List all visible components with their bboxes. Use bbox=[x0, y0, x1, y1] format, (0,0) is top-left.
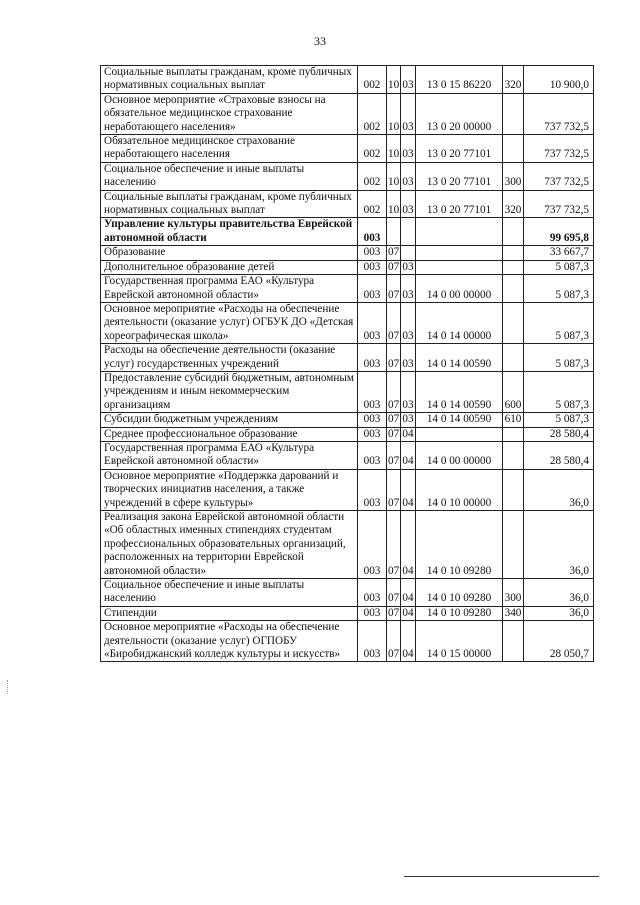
section-code: 07 bbox=[387, 579, 401, 607]
amount: 28 580,4 bbox=[524, 427, 594, 441]
expense-type bbox=[503, 441, 524, 469]
table-row bbox=[101, 135, 594, 163]
expense-type: 300 bbox=[503, 162, 524, 190]
subsection-code: 04 bbox=[402, 606, 414, 619]
ministry-code: 002 bbox=[358, 66, 387, 94]
table-row bbox=[101, 621, 594, 662]
amount: 36,0 bbox=[524, 469, 594, 510]
table-row bbox=[101, 511, 594, 579]
row-name: Расходы на обеспечение деятельности (оказание услуг) государственных учреждений bbox=[101, 344, 358, 372]
subsection-code: 04 bbox=[401, 579, 416, 607]
row-name: Социальное обеспечение и иные выплаты населению bbox=[101, 162, 358, 190]
amount: 28 050,7 bbox=[524, 621, 594, 662]
row-name: Дополнительное образование детей bbox=[101, 260, 358, 274]
ministry-code: 003 bbox=[358, 260, 387, 274]
section-code: 10 bbox=[387, 93, 401, 134]
expense-type bbox=[503, 302, 524, 343]
section-code: 07 bbox=[388, 427, 400, 440]
ministry-code: 003 bbox=[358, 413, 387, 427]
ministry-code: 003 bbox=[358, 606, 387, 620]
row-name: Основное мероприятие «Страховые взносы на обязательное медицинское страхование неработающего населения» bbox=[101, 93, 358, 134]
amount: 737 732,5 bbox=[524, 162, 594, 190]
row-name: Государственная программа ЕАО «Культура Еврейской автономной области» bbox=[101, 441, 358, 469]
table-row bbox=[101, 344, 594, 372]
expense-type bbox=[503, 275, 524, 303]
subsection-code: 03 bbox=[401, 93, 416, 134]
ministry-code: 003 bbox=[358, 469, 387, 510]
target-article bbox=[416, 218, 503, 246]
amount: 5 087,3 bbox=[524, 260, 594, 274]
subsection-code: 04 bbox=[401, 469, 416, 510]
ministry-code: 002 bbox=[358, 135, 387, 163]
table-row bbox=[101, 218, 594, 246]
row-name: Стипендии bbox=[101, 606, 358, 620]
subsection-code: 03 bbox=[401, 190, 416, 218]
expense-type bbox=[503, 344, 524, 372]
ministry-code: 003 bbox=[358, 511, 387, 579]
table-row bbox=[101, 246, 594, 260]
table-body bbox=[101, 66, 594, 662]
target-article: 14 0 14 00590 bbox=[416, 344, 503, 372]
subsection-code bbox=[401, 218, 416, 246]
expense-type: 340 bbox=[503, 606, 524, 620]
section-code: 10 bbox=[387, 190, 401, 218]
target-article: 14 0 10 09280 bbox=[416, 511, 503, 579]
amount: 36,0 bbox=[524, 606, 594, 620]
amount: 10 900,0 bbox=[524, 66, 594, 94]
table-row bbox=[101, 579, 594, 607]
subsection-code: 04 bbox=[401, 621, 416, 662]
section-code: 07 bbox=[387, 469, 401, 510]
subsection-code: 03 bbox=[402, 413, 414, 426]
target-article bbox=[416, 246, 503, 260]
expense-type bbox=[503, 260, 524, 274]
amount: 737 732,5 bbox=[524, 190, 594, 218]
section-code: 07 bbox=[387, 511, 401, 579]
row-name: Предоставление субсидий бюджетным, автономным учреждениям и иным некоммерческим организациям bbox=[101, 371, 358, 412]
amount: 36,0 bbox=[524, 511, 594, 579]
page-number: 33 bbox=[314, 34, 326, 48]
expense-type: 600 bbox=[503, 371, 524, 412]
row-name: Основное мероприятие «Расходы на обеспечение деятельности (оказание услуг) ОГБУК ДО «Детская хореографическая школа» bbox=[101, 302, 358, 343]
margin-mark bbox=[7, 680, 9, 694]
ministry-code: 003 bbox=[358, 427, 387, 441]
table-row bbox=[101, 66, 594, 94]
subsection-code: 04 bbox=[402, 427, 414, 440]
section-code: 07 bbox=[388, 606, 400, 619]
amount: 5 087,3 bbox=[524, 302, 594, 343]
ministry-code: 003 bbox=[358, 621, 387, 662]
section-code: 07 bbox=[387, 344, 401, 372]
target-article: 13 0 20 00000 bbox=[416, 93, 503, 134]
section-code: 07 bbox=[387, 441, 401, 469]
target-article: 13 0 20 77101 bbox=[416, 135, 503, 163]
expense-type bbox=[503, 621, 524, 662]
table-row bbox=[101, 302, 594, 343]
budget-table bbox=[100, 65, 594, 662]
table-row bbox=[101, 606, 594, 620]
section-code: 07 bbox=[388, 260, 400, 273]
amount: 5 087,3 bbox=[524, 275, 594, 303]
expense-type bbox=[503, 218, 524, 246]
row-name: Субсидии бюджетным учреждениям bbox=[101, 413, 358, 427]
expense-type bbox=[503, 135, 524, 163]
expense-type bbox=[503, 469, 524, 510]
amount: 5 087,3 bbox=[524, 413, 594, 427]
table-row bbox=[101, 275, 594, 303]
row-name: Социальные выплаты гражданам, кроме публичных нормативных социальных выплат bbox=[101, 66, 358, 94]
ministry-code: 002 bbox=[358, 190, 387, 218]
section-code: 10 bbox=[387, 66, 401, 94]
target-article: 14 0 00 00000 bbox=[416, 441, 503, 469]
target-article: 14 0 14 00000 bbox=[416, 302, 503, 343]
subsection-code: 03 bbox=[401, 66, 416, 94]
amount: 5 087,3 bbox=[524, 344, 594, 372]
amount: 99 695,8 bbox=[524, 218, 594, 246]
ministry-code: 003 bbox=[358, 371, 387, 412]
target-article: 14 0 10 09280 bbox=[416, 606, 503, 620]
table-row bbox=[101, 371, 594, 412]
row-name: Среднее профессиональное образование bbox=[101, 427, 358, 441]
subsection-code: 03 bbox=[401, 135, 416, 163]
subsection-code: 03 bbox=[401, 371, 416, 412]
ministry-code: 003 bbox=[358, 218, 387, 246]
table-row bbox=[101, 260, 594, 274]
amount: 36,0 bbox=[524, 579, 594, 607]
target-article: 14 0 14 00590 bbox=[416, 371, 503, 412]
table-row bbox=[101, 93, 594, 134]
section-code: 07 bbox=[387, 275, 401, 303]
row-name: Обязательное медицинское страхование неработающего населения bbox=[101, 135, 358, 163]
footer-rule bbox=[404, 876, 599, 877]
section-code: 07 bbox=[387, 371, 401, 412]
amount: 33 667,7 bbox=[524, 246, 594, 260]
ministry-code: 002 bbox=[358, 162, 387, 190]
expense-type: 610 bbox=[503, 413, 524, 427]
ministry-code: 003 bbox=[358, 441, 387, 469]
table-row bbox=[101, 162, 594, 190]
expense-type: 300 bbox=[503, 579, 524, 607]
section-code: 07 bbox=[387, 621, 401, 662]
row-name: Образование bbox=[101, 246, 358, 260]
ministry-code: 002 bbox=[358, 93, 387, 134]
table-row bbox=[101, 190, 594, 218]
target-article: 14 0 00 00000 bbox=[416, 275, 503, 303]
amount: 28 580,4 bbox=[524, 441, 594, 469]
target-article: 14 0 14 00590 bbox=[416, 413, 503, 427]
target-article: 14 0 10 00000 bbox=[416, 469, 503, 510]
table-row bbox=[101, 441, 594, 469]
ministry-code: 003 bbox=[358, 579, 387, 607]
table-row bbox=[101, 413, 594, 427]
row-name: Социальные выплаты гражданам, кроме публичных нормативных социальных выплат bbox=[101, 190, 358, 218]
target-article bbox=[416, 260, 503, 274]
section-code: 10 bbox=[387, 135, 401, 163]
subsection-code bbox=[401, 246, 416, 260]
subsection-code: 04 bbox=[401, 441, 416, 469]
row-name: Социальное обеспечение и иные выплаты населению bbox=[101, 579, 358, 607]
target-article: 14 0 10 09280 bbox=[416, 579, 503, 607]
ministry-code: 003 bbox=[358, 344, 387, 372]
section-code: 10 bbox=[387, 162, 401, 190]
amount: 737 732,5 bbox=[524, 135, 594, 163]
row-name: Управление культуры правительства Еврейской автономной области bbox=[101, 218, 358, 246]
table-row bbox=[101, 469, 594, 510]
subsection-code: 03 bbox=[401, 344, 416, 372]
expense-type bbox=[503, 511, 524, 579]
expense-type: 320 bbox=[503, 190, 524, 218]
section-code: 07 bbox=[387, 302, 401, 343]
subsection-code: 03 bbox=[401, 302, 416, 343]
section-code: 07 bbox=[388, 246, 400, 259]
subsection-code: 03 bbox=[401, 275, 416, 303]
expense-type bbox=[503, 427, 524, 441]
target-article: 14 0 15 00000 bbox=[416, 621, 503, 662]
row-name: Основное мероприятие «Поддержка дарований и творческих инициатив населения, а также учреждений в сфере культуры» bbox=[101, 469, 358, 510]
amount: 737 732,5 bbox=[524, 93, 594, 134]
table-row bbox=[101, 427, 594, 441]
ministry-code: 003 bbox=[358, 302, 387, 343]
ministry-code: 003 bbox=[358, 275, 387, 303]
section-code bbox=[387, 218, 401, 246]
target-article: 13 0 15 86220 bbox=[416, 66, 503, 94]
target-article bbox=[416, 427, 503, 441]
ministry-code: 003 bbox=[358, 246, 387, 260]
amount: 5 087,3 bbox=[524, 371, 594, 412]
target-article: 13 0 20 77101 bbox=[416, 190, 503, 218]
row-name: Реализация закона Еврейской автономной области «Об областных именных стипендиях студентам профессиональных образовательных организаций, расположенных на территории Еврейской автономной области» bbox=[101, 511, 358, 579]
subsection-code: 04 bbox=[401, 511, 416, 579]
target-article: 13 0 20 77101 bbox=[416, 162, 503, 190]
expense-type: 320 bbox=[503, 66, 524, 94]
expense-type bbox=[503, 93, 524, 134]
row-name: Государственная программа ЕАО «Культура Еврейской автономной области» bbox=[101, 275, 358, 303]
subsection-code: 03 bbox=[402, 260, 414, 273]
section-code: 07 bbox=[388, 413, 400, 426]
expense-type bbox=[503, 246, 524, 260]
subsection-code: 03 bbox=[401, 162, 416, 190]
row-name: Основное мероприятие «Расходы на обеспечение деятельности (оказание услуг) ОГПОБУ «Биробиджанский колледж культуры и искусств» bbox=[101, 621, 358, 662]
